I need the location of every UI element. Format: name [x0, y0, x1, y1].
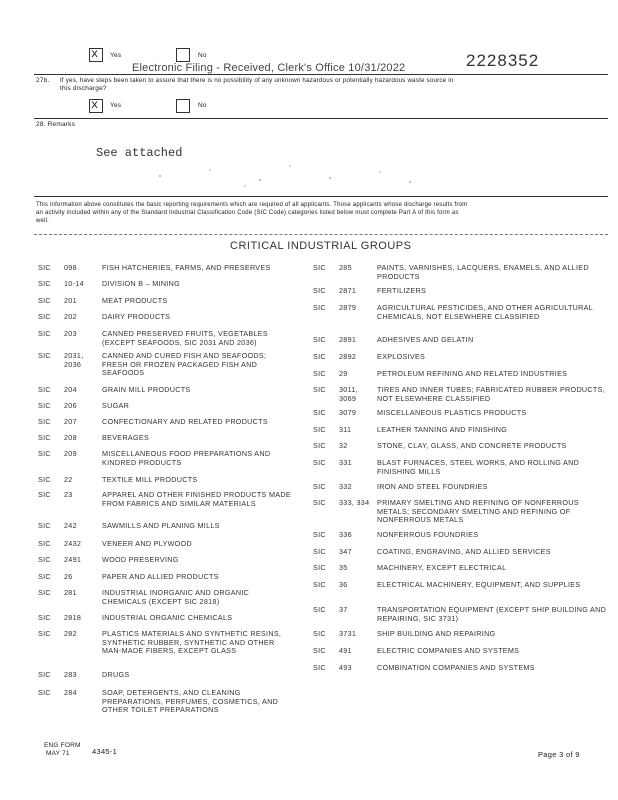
sic-label: SIC: [313, 482, 326, 491]
no-label-top: No: [198, 52, 207, 59]
sic-code: 285: [339, 263, 352, 272]
sic-description: IRON AND STEEL FOUNDRIES: [377, 482, 488, 491]
sic-code: 2892: [339, 352, 357, 361]
sic-description: SHIP BUILDING AND REPAIRING: [377, 629, 496, 638]
sic-label: SIC: [313, 458, 326, 467]
sic-code: 10-14: [64, 279, 84, 288]
sic-label: SIC: [313, 263, 326, 272]
sic-description: WOOD PRESERVING: [102, 555, 179, 564]
sic-label: SIC: [313, 352, 326, 361]
sic-code: 333, 334: [339, 498, 370, 507]
sic-description: MISCELLANEOUS FOOD PREPARATIONS AND KINDRED PRODUCTS: [102, 449, 271, 467]
sic-label: SIC: [38, 521, 51, 530]
sic-label: SIC: [313, 408, 326, 417]
sic-description: NONFERROUS FOUNDRIES: [377, 530, 479, 539]
sic-description: GRAIN MILL PRODUCTS: [102, 385, 191, 394]
sic-description: PLASTICS MATERIALS AND SYNTHETIC RESINS, SYNTHETIC RUBBER, SYNTHETIC AND OTHER MAN-MADE FIBERS, EXCEPT GLASS: [102, 629, 282, 655]
remarks-label: 28. Remarks: [36, 121, 76, 128]
sic-description: VENEER AND PLYWOOD: [102, 539, 192, 548]
sic-description: INDUSTRIAL INORGANIC AND ORGANIC CHEMICALS (EXCEPT SIC 2818): [102, 588, 250, 606]
sic-code: 282: [64, 629, 77, 638]
sic-label: SIC: [38, 296, 51, 305]
sic-label: SIC: [313, 580, 326, 589]
question-text-line2: this discharge?: [60, 85, 107, 92]
no-checkbox[interactable]: [176, 99, 190, 113]
sic-code: 37: [339, 605, 348, 614]
divider-dashed: [34, 234, 608, 235]
sic-description: APPAREL AND OTHER FINISHED PRODUCTS MADE FROM FABRICS AND SIMILAR MATERIALS: [102, 490, 291, 508]
sic-label: SIC: [38, 263, 51, 272]
sic-description: BLAST FURNACES, STEEL WORKS, AND ROLLING AND FINISHING MILLS: [377, 458, 580, 476]
sic-label: SIC: [313, 425, 326, 434]
sic-code: 201: [64, 296, 77, 305]
sic-description: CANNED PRESERVED FRUITS, VEGETABLES (EXCEPT SEAFOODS, SIC 2031 AND 2036): [102, 329, 268, 347]
sic-code: 491: [339, 646, 352, 655]
section-title: CRITICAL INDUSTRIAL GROUPS: [230, 240, 412, 252]
sic-code: 3079: [339, 408, 357, 417]
sic-description: LEATHER TANNING AND FINISHING: [377, 425, 508, 434]
sic-description: ADHESIVES AND GELATIN: [377, 335, 474, 344]
sic-label: SIC: [38, 433, 51, 442]
sic-code: 202: [64, 312, 77, 321]
sic-label: SIC: [313, 547, 326, 556]
no-label: No: [198, 102, 207, 109]
sic-label: SIC: [38, 351, 51, 360]
check-mark: x: [91, 98, 99, 112]
remarks-handwritten: See attached: [96, 146, 183, 160]
sic-description: DAIRY PRODUCTS: [102, 312, 171, 321]
document-number-stamp: 2228352: [466, 51, 540, 70]
sic-code: 23: [64, 490, 73, 499]
sic-description: DRUGS: [102, 670, 130, 679]
sic-code: 2879: [339, 303, 357, 312]
sic-code: 311: [339, 425, 352, 434]
sic-code: 2432: [64, 539, 82, 548]
sic-code: 36: [339, 580, 348, 589]
sic-description: ELECTRICAL MACHINERY, EQUIPMENT, AND SUPPLIES: [377, 580, 581, 589]
sic-label: SIC: [313, 369, 326, 378]
sic-description: MACHINERY, EXCEPT ELECTRICAL: [377, 563, 507, 572]
sic-code: 35: [339, 563, 348, 572]
notice-line2: an activity included within any of the Standard Industrial Classification Code (SIC Code) categories listed below must complete Part A of this form as: [36, 210, 459, 216]
sic-description: SOAP, DETERGENTS, AND CLEANING PREPARATIONS, PERFUMES, COSMETICS, AND OTHER TOILET PREPARATIONS: [102, 688, 279, 714]
faint-scan-artifacts: [150, 158, 450, 190]
footer-edition: 4345-1: [92, 747, 118, 756]
notice-line1: This information above constitutes the basic reporting requirements which are required of all applicants. Those applicants whose discharge results from: [36, 202, 468, 208]
sic-label: SIC: [38, 688, 51, 697]
sic-description: AGRICULTURAL PESTICIDES, AND OTHER AGRICULTURAL CHEMICALS, NOT ELSEWHERE CLASSIFIED: [377, 303, 593, 321]
sic-code: 29: [339, 369, 348, 378]
question-text-line1: If yes, have steps been taken to assure that there is no possibility of any unknown hazardous or potentially hazardous waste source in: [60, 77, 454, 84]
sic-label: SIC: [38, 670, 51, 679]
sic-label: SIC: [38, 613, 51, 622]
sic-code: 204: [64, 385, 77, 394]
sic-code: 336: [339, 530, 352, 539]
sic-code: 2871: [339, 286, 357, 295]
yes-checkbox[interactable]: [89, 99, 103, 113]
sic-label: SIC: [313, 629, 326, 638]
sic-description: FISH HATCHERIES, FARMS, AND PRESERVES: [102, 263, 271, 272]
footer-form-id: ENG FORM: [44, 742, 81, 749]
sic-description: TIRES AND INNER TUBES; FABRICATED RUBBER PRODUCTS, NOT ELSEWHERE CLASSIFIED: [377, 385, 605, 403]
sic-label: SIC: [313, 605, 326, 614]
sic-code: 2818: [64, 613, 82, 622]
sic-label: SIC: [38, 449, 51, 458]
sic-code: 2491: [64, 555, 82, 564]
sic-code: 22: [64, 475, 73, 484]
divider-notice: [34, 196, 608, 197]
sic-code: 206: [64, 401, 77, 410]
sic-code: 207: [64, 417, 77, 426]
sic-label: SIC: [38, 329, 51, 338]
sic-code: 284: [64, 688, 77, 697]
sic-code: 493: [339, 663, 352, 672]
sic-code: 242: [64, 521, 77, 530]
sic-label: SIC: [313, 335, 326, 344]
sic-label: SIC: [313, 663, 326, 672]
sic-label: SIC: [38, 279, 51, 288]
sic-label: SIC: [38, 555, 51, 564]
sic-code: 283: [64, 670, 77, 679]
check-mark: x: [91, 47, 99, 61]
sic-description: SAWMILLS AND PLANING MILLS: [102, 521, 220, 530]
electronic-filing-stamp: Electronic Filing - Received, Clerk's Office 10/31/2022: [132, 62, 406, 74]
sic-label: SIC: [38, 588, 51, 597]
sic-description: EXPLOSIVES: [377, 352, 426, 361]
sic-description: CANNED AND CURED FISH AND SEAFOODS; FRESH OR FROZEN PACKAGED FISH AND SEAFOODS: [102, 351, 267, 377]
sic-description: TEXTILE MILL PRODUCTS: [102, 475, 198, 484]
yes-checkbox-top[interactable]: [89, 48, 103, 62]
sic-description: ELECTRIC COMPANIES AND SYSTEMS: [377, 646, 520, 655]
sic-label: SIC: [38, 490, 51, 499]
no-checkbox-top[interactable]: [176, 48, 190, 62]
sic-code: 347: [339, 547, 352, 556]
sic-description: STONE, CLAY, GLASS, AND CONCRETE PRODUCTS: [377, 441, 567, 450]
sic-label: SIC: [313, 286, 326, 295]
sic-description: PETROLEUM REFINING AND RELATED INDUSTRIES: [377, 369, 568, 378]
footer-page: Page 3 of 9: [538, 750, 580, 759]
yes-label: Yes: [110, 102, 122, 109]
sic-description: SUGAR: [102, 401, 130, 410]
sic-code: 331: [339, 458, 352, 467]
sic-description: MEAT PRODUCTS: [102, 296, 168, 305]
question-number: 27b.: [36, 77, 50, 84]
divider-top: [34, 74, 608, 75]
sic-label: SIC: [38, 475, 51, 484]
sic-label: SIC: [38, 401, 51, 410]
sic-code: 098: [64, 263, 77, 272]
sic-label: SIC: [313, 441, 326, 450]
sic-label: SIC: [38, 629, 51, 638]
sic-description: PAPER AND ALLIED PRODUCTS: [102, 572, 219, 581]
sic-label: SIC: [38, 417, 51, 426]
sic-label: SIC: [313, 385, 326, 394]
sic-label: SIC: [38, 572, 51, 581]
sic-code: 26: [64, 572, 73, 581]
sic-description: INDUSTRIAL ORGANIC CHEMICALS: [102, 613, 233, 622]
sic-label: SIC: [38, 539, 51, 548]
sic-label: SIC: [313, 530, 326, 539]
sic-code: 203: [64, 329, 77, 338]
sic-description: PRIMARY SMELTING AND REFINING OF NONFERROUS METALS; SECONDARY SMELTING AND REFINING OF NONFERROUS METALS: [377, 498, 579, 524]
sic-code: 3011, 3069: [339, 385, 358, 403]
sic-description: COMBINATION COMPANIES AND SYSTEMS: [377, 663, 535, 672]
sic-description: MISCELLANEOUS PLASTICS PRODUCTS: [377, 408, 527, 417]
footer-date: MAY 71: [46, 750, 70, 757]
sic-code: 2031, 2036: [64, 351, 84, 369]
sic-code: 281: [64, 588, 77, 597]
sic-code: 332: [339, 482, 352, 491]
sic-description: TRANSPORTATION EQUIPMENT (EXCEPT SHIP BUILDING AND REPAIRING, SIC 3731): [377, 605, 607, 623]
sic-label: SIC: [313, 563, 326, 572]
yes-label-top: Yes: [110, 52, 122, 59]
sic-description: BEVERAGES: [102, 433, 150, 442]
sic-code: 209: [64, 449, 77, 458]
sic-code: 2891: [339, 335, 357, 344]
sic-label: SIC: [313, 498, 326, 507]
sic-code: 208: [64, 433, 77, 442]
sic-label: SIC: [38, 385, 51, 394]
sic-description: CONFECTIONARY AND RELATED PRODUCTS: [102, 417, 268, 426]
sic-description: PAINTS, VARNISHES, LACQUERS, ENAMELS, AND ALLIED PRODUCTS: [377, 263, 589, 281]
divider-remarks: [34, 118, 608, 119]
sic-description: DIVISION B – MINING: [102, 279, 180, 288]
sic-code: 32: [339, 441, 348, 450]
sic-label: SIC: [313, 646, 326, 655]
sic-label: SIC: [38, 312, 51, 321]
sic-code: 3731: [339, 629, 357, 638]
notice-line3: well.: [36, 218, 50, 224]
sic-description: COATING, ENGRAVING, AND ALLIED SERVICES: [377, 547, 551, 556]
sic-description: FERTILIZERS: [377, 286, 427, 295]
sic-label: SIC: [313, 303, 326, 312]
